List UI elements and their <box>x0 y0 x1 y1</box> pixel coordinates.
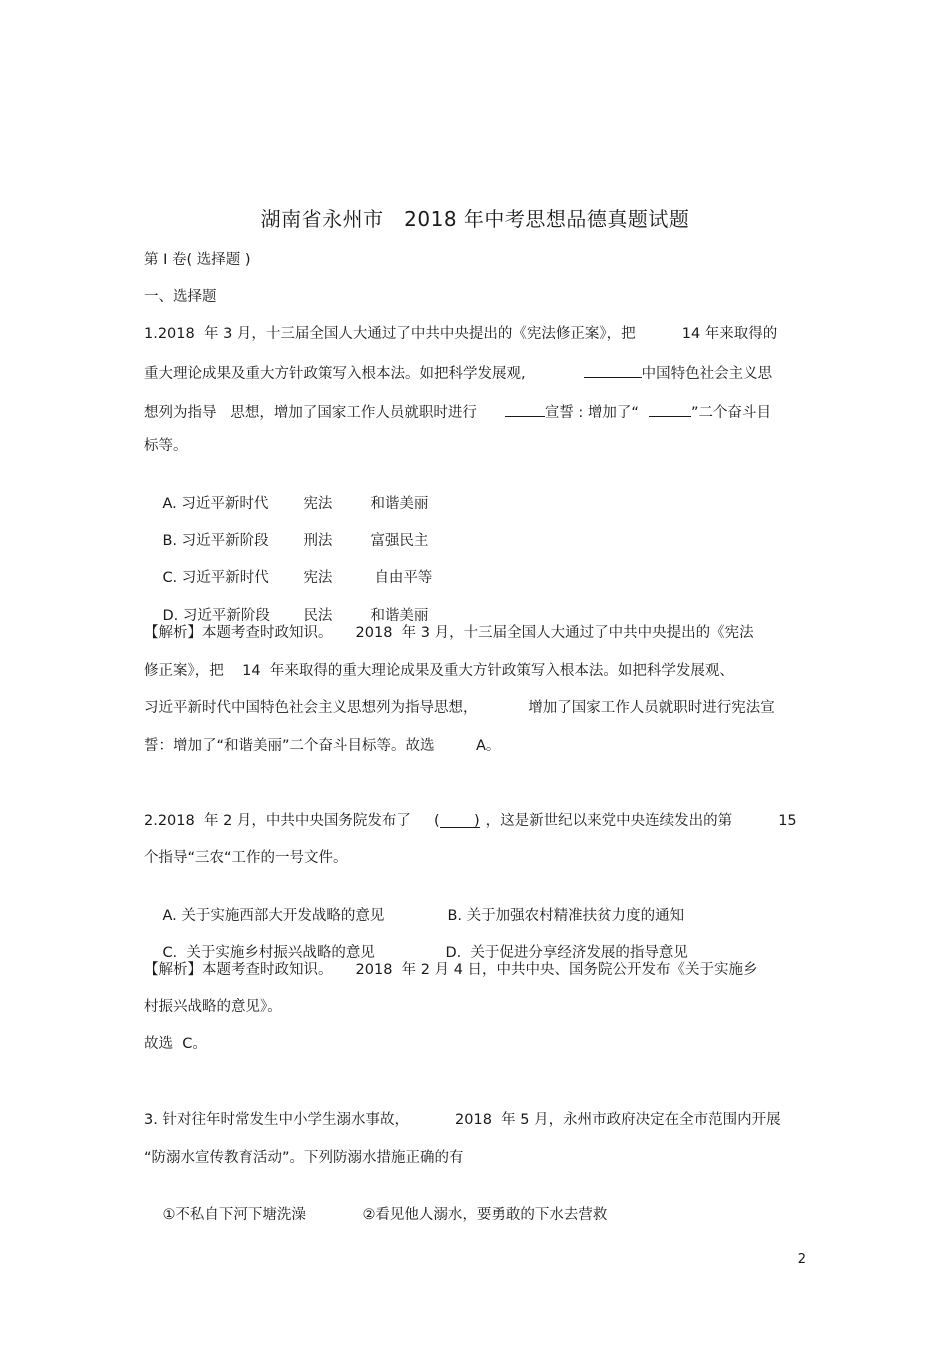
page-number: 2 <box>797 1252 806 1267</box>
page-title: 湖南省永州市 2018 年中考思想品德真题试题 <box>260 207 690 231</box>
q2-option-b: B. 关于加强农村精准扶贫力度的通知 <box>447 908 685 924</box>
q1-blank-1 <box>584 361 642 378</box>
q2-line1: 2.2018 年 2 月，中共中央国务院发布了 ( ) ，这是新世纪以来党中央连续发出的第 15 <box>144 813 797 829</box>
q3-items-row1 <box>144 1185 607 1245</box>
q3-item-2: ②看见他人溺水，要勇敢的下水去营救 <box>362 1207 608 1223</box>
part-label: 第 I 卷( 选择题 ) <box>144 252 251 268</box>
q1-line3 <box>144 400 771 423</box>
q1-option-a: A. 习近平新时代 宪法 和谐美丽 <box>162 496 429 512</box>
q2-option-d: D. 关于促进分享经济发展的指导意见 <box>445 945 688 961</box>
q3-line1: 3. 针对往年时常发生中小学生溺水事故， 2018 年 5 月，永州市政府决定在全市范围内开展 <box>144 1112 781 1128</box>
q1-line4: 标等。 <box>144 438 188 454</box>
q3-item-1: ①不私自下河下塘洗澡 <box>162 1207 306 1223</box>
q1-line3-mid: 宣誓 : 增加了“ <box>544 405 639 421</box>
q1-line3-tail: ”二个奋斗目 <box>690 405 771 421</box>
q1-analysis-3: 习近平新时代中国特色社会主义思想列为指导思想， 增加了国家工作人员就职时进行宪法宣 <box>144 700 775 716</box>
section-label: 一、选择题 <box>144 289 217 305</box>
q1-option-c: C. 习近平新时代 宪法 自由平等 <box>162 570 433 586</box>
q1-analysis-1: 【解析】本题考查时政知识。 2018 年 3 月，十三届全国人大通过了中共中央提出的《宪法 <box>144 625 754 641</box>
q1-option-d: D. 习近平新阶段 民法 和谐美丽 <box>162 608 429 624</box>
q2-line2: 个指导“三农“工作的一号文件。 <box>144 850 348 866</box>
q2-analysis-2: 村振兴战略的意见》。 <box>144 999 282 1015</box>
q1-line3-text: 想列为指导 思想，增加了国家工作人员就职时进行 <box>144 405 477 421</box>
q1-option-b: B. 习近平新阶段 刑法 富强民主 <box>162 533 429 549</box>
q1-analysis-2: 修正案》，把 14 年来取得的重大理论成果及重大方针政策写入根本法。如把科学发展观、 <box>144 663 734 679</box>
q1-line2-tail: 中国特色社会主义思 <box>641 366 773 382</box>
q2-answer: 故选 C。 <box>144 1036 207 1052</box>
q1-line2-text: 重大理论成果及重大方针政策写入根本法。如把科学发展观, <box>144 366 526 382</box>
q1-blank-3 <box>649 400 691 417</box>
q1-analysis-4: 誓：增加了“和谐美丽”二个奋斗目标等。故选 A。 <box>144 738 501 754</box>
q2-analysis-1: 【解析】本题考查时政知识。 2018 年 2 月 4 日，中共中央、国务院公开发布《关于实施乡 <box>144 962 758 978</box>
q1-blank-2 <box>505 400 545 417</box>
q1-line1: 1.2018 年 3 月，十三届全国人大通过了中共中央提出的《宪法修正案》，把 14 年来取得的 <box>144 326 778 342</box>
q2-blank: ) <box>440 811 480 828</box>
q3-line2: “防溺水宣传教育活动”。下列防溺水措施正确的有 <box>144 1150 464 1166</box>
q2-option-a: A. 关于实施西部大开发战略的意见 <box>162 908 385 924</box>
q2-option-c: C. 关于实施乡村振兴战略的意见 <box>162 945 375 961</box>
q1-line2 <box>144 361 772 384</box>
